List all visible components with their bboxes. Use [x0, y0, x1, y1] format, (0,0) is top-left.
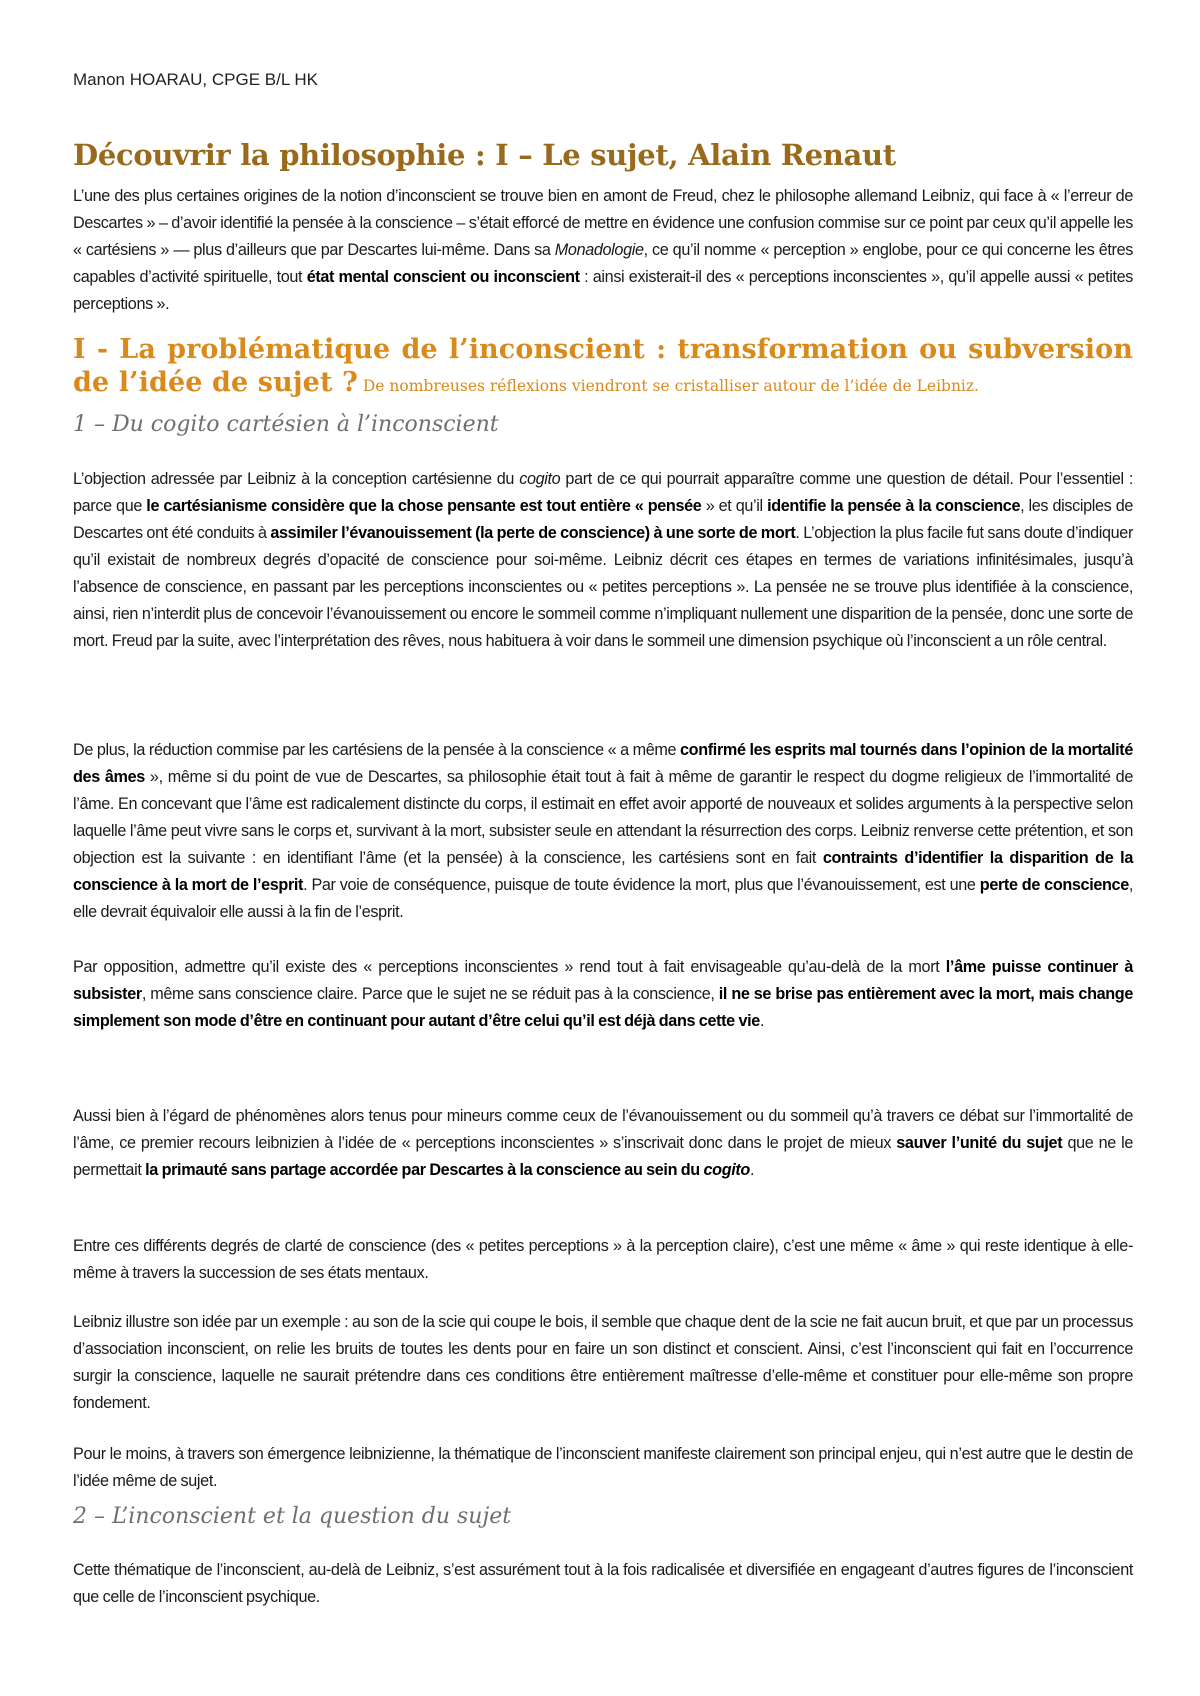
body-paragraph-7: Pour le moins, à travers son émergence leibnizienne, la thématique de l’inconscient manifeste clairement son principal enjeu, qui n’est autre que le destin de l’idée même de sujet. [73, 1445, 1133, 1490]
section-heading [73, 333, 1133, 403]
page-title: Découvrir la philosophie : I – Le sujet, Alain Renaut [73, 138, 896, 172]
section-subheading: De nombreuses réflexions viendront se cristalliser autour de l’idée de Leibniz. [357, 377, 979, 395]
body-paragraph-1: L’objection adressée par Leibniz à la conception cartésienne du cogito part de ce qui pourrait apparaître comme une question de détail. Pour l’essentiel : parce que le cartésianisme considère que la chose pensante est tout entière « pensée » et qu’il identifie la pensée à la conscience, les disciples de Descartes ont été conduits à assimiler l’évanouissement (la perte de conscience) à une sorte de mort. L’objection la plus facile fut sans doute d’indiquer qu’il existait de nombreux degrés d’opacité de conscience pour soi-même. Leibniz décrit ces étapes en termes de variations infinitésimales, jusqu’à l’absence de conscience, en passant par les perceptions inconscientes ou « petites perceptions ». La pensée ne se trouve plus identifiée à la conscience, ainsi, rien n’interdit plus de concevoir l’évanouissement ou encore le sommeil comme n’impliquant nullement une disparition de la pensée, donc une sorte de mort. Freud par la suite, avec l’interprétation des rêves, nous habituera à voir dans le sommeil une dimension psychique où l’inconscient a un rôle central. [73, 470, 1134, 650]
subsection-title-2: 2 – L’inconscient et la question du sujet [73, 1504, 512, 1529]
body-paragraph-2: De plus, la réduction commise par les cartésiens de la pensée à la conscience « a même confirmé les esprits mal tournés dans l’opinion de la mortalité des âmes », même si du point de vue de Descartes, sa philosophie était tout à fait à même de garantir le respect du dogme religieux de l’immortalité de l’âme. En concevant que l’âme est radicalement distincte du corps, il estimait en effet avoir apporté de nouveaux et solides arguments à la perspective selon laquelle l’âme peut vivre sans le corps et, survivant à la mort, subsister seule en attendant la résurrection des corps. Leibniz renverse cette prétention, et son objection est la suivante : en identifiant l’âme (et la pensée) à la conscience, les cartésiens sont en fait contraints d’identifier la disparition de la conscience à la mort de l’esprit. Par voie de conséquence, puisque de toute évidence la mort, plus que l’évanouissement, est une perte de conscience, elle devrait équivaloir elle aussi à la fin de l’esprit. [73, 741, 1134, 921]
section-heading-text: I - La problématique de l’inconscient : transformation ou subversion de l’idée de sujet ? [73, 334, 1133, 398]
body-paragraph-8: Cette thématique de l’inconscient, au-delà de Leibniz, s’est assurément tout à la fois radicalisée et diversifiée en engageant d’autres figures de l’inconscient que celle de l’inconscient psychique. [73, 1561, 1133, 1606]
body-paragraph-5: Entre ces différents degrés de clarté de conscience (des « petites perceptions » à la perception claire), c’est une même « âme » qui reste identique à elle-même à travers la succession de ses états mentaux. [73, 1237, 1133, 1282]
author-line: Manon HOARAU, CPGE B/L HK [73, 70, 319, 89]
body-paragraph-6: Leibniz illustre son idée par un exemple : au son de la scie qui coupe le bois, il semble que chaque dent de la scie ne fait aucun bruit, et que par un processus d’association inconscient, on relie les bruits de toutes les dents pour en faire un son distinct et conscient. Ainsi, c’est l’inconscient qui fait en l’occurrence surgir la conscience, laquelle ne saurait prétendre dans ces conditions être entièrement maîtresse d’elle-même et constituer pour elle-même son propre fondement. [73, 1313, 1133, 1412]
intro-paragraph: L’une des plus certaines origines de la notion d’inconscient se trouve bien en amont de Freud, chez le philosophe allemand Leibniz, qui face à « l’erreur de Descartes » – d’avoir identifié la pensée à la conscience – s’était efforcé de mettre en évidence une confusion commise sur ce point par ceux qu’il appelle les « cartésiens » — plus d’ailleurs que par Descartes lui-même. Dans sa Monadologie, ce qu’il nomme « perception » englobe, pour ce qui concerne les êtres capables d’activité spirituelle, tout état mental conscient ou inconscient : ainsi existerait-il des « perceptions inconscientes », qu’il appelle aussi « petites perceptions ». [73, 187, 1134, 313]
body-paragraph-3: Par opposition, admettre qu’il existe des « perceptions inconscientes » rend tout à fait envisageable qu’au-delà de la mort l’âme puisse continuer à subsister, même sans conscience claire. Parce que le sujet ne se réduit pas à la conscience, il ne se brise pas entièrement avec la mort, mais change simplement son mode d’être en continuant pour autant d’être celui qu’il est déjà dans cette vie. [73, 958, 1133, 1030]
body-paragraph-4: Aussi bien à l’égard de phénomènes alors tenus pour mineurs comme ceux de l’évanouissement ou du sommeil qu’à travers ce débat sur l’immortalité de l’âme, ce premier recours leibnizien à l’idée de « perceptions inconscientes » s’inscrivait donc dans le projet de mieux sauver l’unité du sujet que ne le permettait la primauté sans partage accordée par Descartes à la conscience au sein du cogito. [73, 1107, 1134, 1179]
subsection-title-1: 1 – Du cogito cartésien à l’inconscient [73, 412, 499, 437]
